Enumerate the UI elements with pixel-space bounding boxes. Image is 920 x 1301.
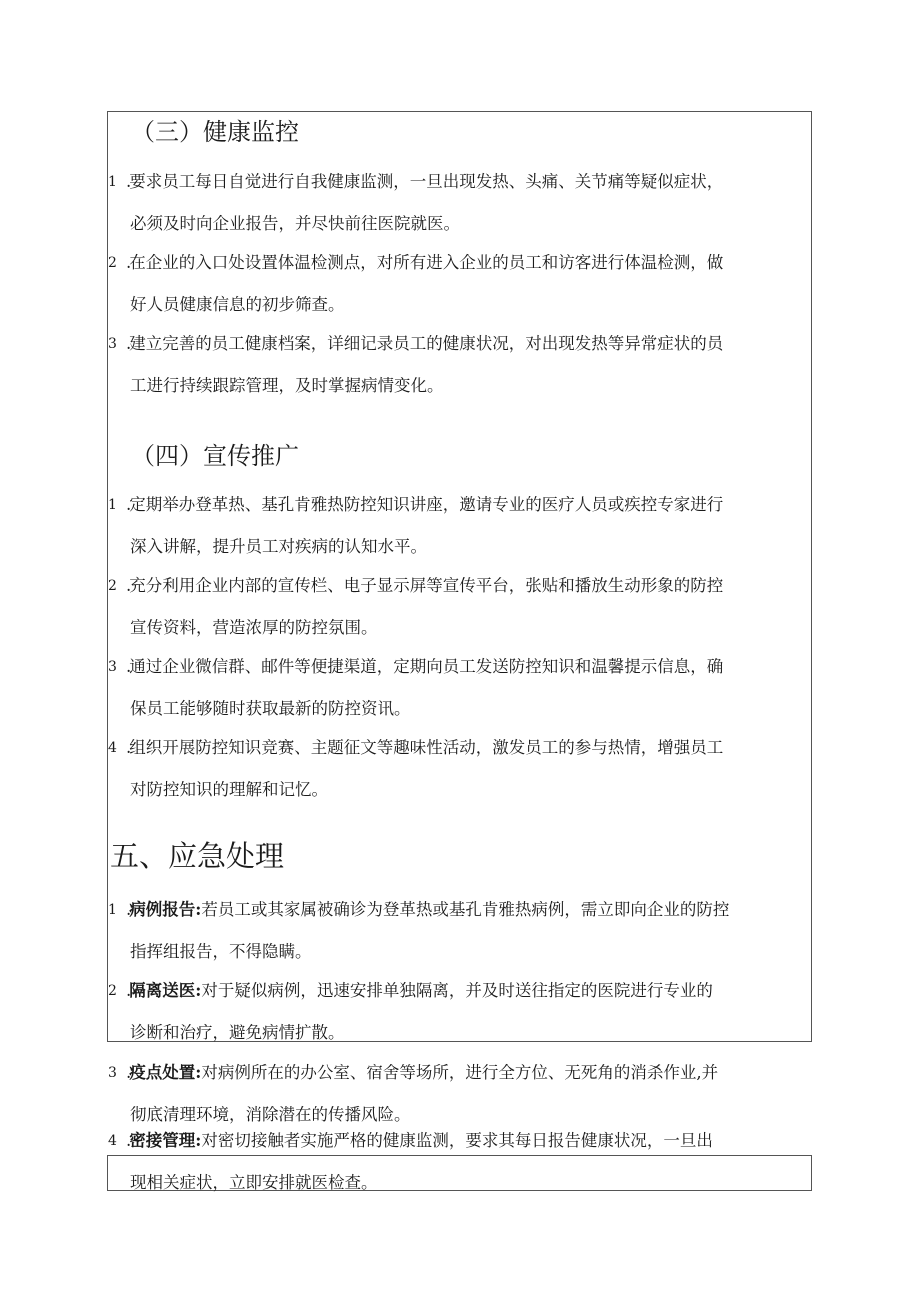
list-item: 2 .在企业的入口处设置体温检测点，对所有进入企业的员工和访客进行体温检测，做 好人员健康信息的初步筛查。: [108, 242, 810, 326]
item-text-continued: 必须及时向企业报告，并尽快前往医院就医。: [130, 214, 460, 233]
item-text: 对密切接触者实施严格的健康监测，要求其每日报告健康状况，一旦出: [201, 1131, 713, 1150]
item-text-continued: 深入讲解，提升员工对疾病的认知水平。: [130, 537, 427, 556]
item-text-continued: 彻底清理环境，消除潜在的传播风险。: [130, 1105, 411, 1124]
item-number: 2: [108, 983, 117, 999]
item-number: 2: [108, 255, 117, 271]
heading-health-monitoring: （三）健康监控: [131, 118, 299, 146]
heading-emergency-response: 五、应急处理: [110, 839, 285, 873]
list-item: 1 .病例报告:若员工或其家属被确诊为登革热或基孔肯雅热病例，需立即向企业的防控 指挥组报告，不得隐瞒。: [108, 889, 810, 973]
item-label: 病例报告:: [129, 900, 202, 919]
item-text-continued: 对防控知识的理解和记忆。: [130, 780, 328, 799]
item-number: 3: [108, 336, 117, 352]
item-text-continued: 诊断和治疗，避免病情扩散。: [130, 1023, 345, 1042]
list-item: 4 .组织开展防控知识竞赛、主题征文等趣味性活动，激发员工的参与热情，增强员工 对防控知识的理解和记忆。: [108, 727, 810, 811]
list-item: 1 .定期举办登革热、基孔肯雅热防控知识讲座，邀请专业的医疗人员或疾控专家进行 深入讲解，提升员工对疾病的认知水平。: [108, 484, 810, 568]
item-number: 1: [108, 174, 117, 190]
list-item: 2 .隔离送医:对于疑似病例，迅速安排单独隔离，并及时送往指定的医院进行专业的 诊断和治疗，避免病情扩散。: [108, 970, 810, 1054]
item-label: 疫点处置:: [129, 1063, 202, 1082]
item-text: 若员工或其家属被确诊为登革热或基孔肯雅热病例，需立即向企业的防控: [201, 900, 730, 919]
item-text: 通过企业微信群、邮件等便捷渠道，定期向员工发送防控知识和温馨提示信息，确: [129, 657, 724, 676]
item-text: 在企业的入口处设置体温检测点，对所有进入企业的员工和访客进行体温检测，做: [129, 253, 724, 272]
item-text: 对于疑似病例，迅速安排单独隔离，并及时送往指定的医院进行专业的: [201, 981, 713, 1000]
item-number: 4: [108, 740, 117, 756]
item-text-continued: 工进行持续跟踪管理，及时掌握病情变化。: [130, 376, 444, 395]
item-label: 隔离送医:: [129, 981, 202, 1000]
item-text-continued: 现相关症状，立即安排就医检查。: [130, 1173, 378, 1192]
item-text-continued: 宣传资料，营造浓厚的防控氛围。: [130, 618, 378, 637]
item-text-continued: 保员工能够随时获取最新的防控资讯。: [130, 699, 411, 718]
list-item: 1 .要求员工每日自觉进行自我健康监测，一旦出现发热、头痛、关节痛等疑似症状， 必须及时向企业报告，并尽快前往医院就医。: [108, 161, 810, 245]
item-text: 组织开展防控知识竞赛、主题征文等趣味性活动，激发员工的参与热情，增强员工: [129, 738, 724, 757]
heading-promotion: （四）宣传推广: [131, 442, 299, 470]
item-text-continued: 指挥组报告，不得隐瞒。: [130, 942, 312, 961]
item-number: 4: [108, 1133, 117, 1149]
item-text: 充分利用企业内部的宣传栏、电子显示屏等宣传平台，张贴和播放生动形象的防控: [129, 576, 724, 595]
item-text: 要求员工每日自觉进行自我健康监测，一旦出现发热、头痛、关节痛等疑似症状，: [129, 172, 724, 191]
item-text: 建立完善的员工健康档案，详细记录员工的健康状况，对出现发热等异常症状的员: [129, 334, 724, 353]
item-number: 1: [108, 902, 117, 918]
item-text-continued: 好人员健康信息的初步筛查。: [130, 295, 345, 314]
item-text: 对病例所在的办公室、宿舍等场所，进行全方位、无死角的消杀作业,并: [201, 1063, 719, 1082]
list-item: 3 .建立完善的员工健康档案，详细记录员工的健康状况，对出现发热等异常症状的员 工进行持续跟踪管理，及时掌握病情变化。: [108, 323, 810, 407]
list-item: 4 .密接管理:对密切接触者实施严格的健康监测，要求其每日报告健康状况，一旦出 现相关症状，立即安排就医检查。: [108, 1120, 810, 1204]
item-number: 3: [108, 1065, 117, 1081]
list-item: 2 .充分利用企业内部的宣传栏、电子显示屏等宣传平台，张贴和播放生动形象的防控 宣传资料，营造浓厚的防控氛围。: [108, 565, 810, 649]
list-item: 3 .通过企业微信群、邮件等便捷渠道，定期向员工发送防控知识和温馨提示信息，确 保员工能够随时获取最新的防控资讯。: [108, 646, 810, 730]
item-number: 2: [108, 578, 117, 594]
list-item: 3 .疫点处置:对病例所在的办公室、宿舍等场所，进行全方位、无死角的消杀作业,并 彻底清理环境，消除潜在的传播风险。: [108, 1052, 810, 1136]
item-number: 1: [108, 497, 117, 513]
item-text: 定期举办登革热、基孔肯雅热防控知识讲座，邀请专业的医疗人员或疾控专家进行: [129, 495, 724, 514]
item-number: 3: [108, 659, 117, 675]
item-label: 密接管理:: [129, 1131, 202, 1150]
